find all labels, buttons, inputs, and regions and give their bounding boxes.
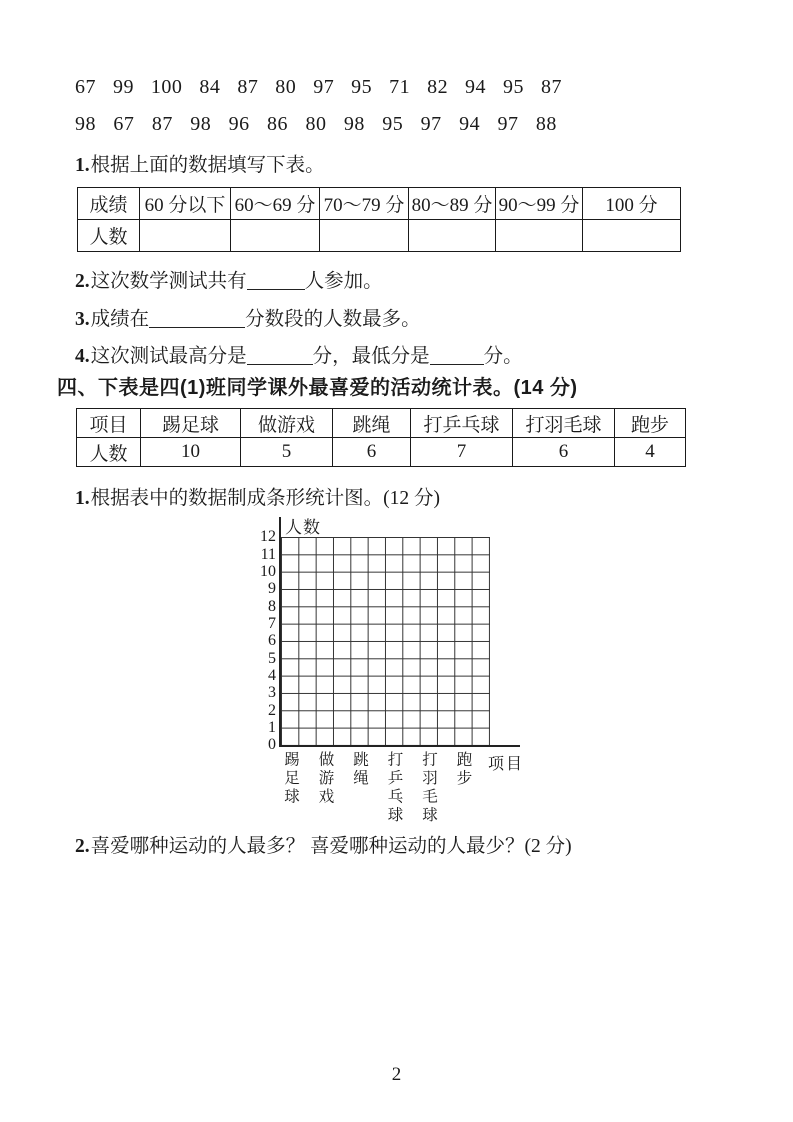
x-axis-line <box>279 745 520 747</box>
score-value: 95 <box>502 76 524 98</box>
question-number: 1. <box>75 155 90 176</box>
y-tick: 5 <box>268 649 276 667</box>
score-data-row-1 <box>75 76 562 99</box>
value-cell: 7 <box>411 438 513 467</box>
table-row <box>77 438 686 467</box>
table-row <box>78 220 681 252</box>
score-value: 95 <box>351 76 373 98</box>
x-axis-label: 项目 <box>488 756 525 773</box>
table-row <box>77 409 686 438</box>
question-text: 成绩在 <box>90 309 150 330</box>
category-label: 打羽毛球 <box>420 751 437 825</box>
row-header-cell: 项目 <box>77 409 141 438</box>
column-header-cell: 跳绳 <box>333 409 411 438</box>
page-number: 2 <box>391 1064 402 1085</box>
column-header-cell: 90～99 分 <box>496 188 583 220</box>
question-text: 人参加。 <box>304 271 383 292</box>
score-value: 100 <box>150 76 183 98</box>
column-header-cell: 80～89 分 <box>409 188 496 220</box>
table-row <box>78 188 681 220</box>
question-text: 这次测试最高分是 <box>90 346 247 367</box>
empty-answer-cell <box>320 220 409 252</box>
question-number: 3. <box>75 309 90 330</box>
question-text: 这次数学测试共有 <box>90 271 247 292</box>
activity-table <box>76 408 686 467</box>
column-header-cell: 70～79 分 <box>320 188 409 220</box>
y-tick: 9 <box>268 580 276 598</box>
value-cell: 4 <box>615 438 686 467</box>
y-tick: 3 <box>268 684 276 702</box>
y-tick: 10 <box>260 563 276 581</box>
y-axis-label: 人数 <box>285 518 321 537</box>
question-most-least-popular <box>75 830 572 858</box>
row-header-cell: 成绩 <box>78 188 140 220</box>
y-tick: 8 <box>268 597 276 615</box>
category-label: 踢足球 <box>282 751 299 807</box>
bar-chart-canvas <box>248 508 588 826</box>
score-value: 67 <box>75 76 96 98</box>
y-tick: 6 <box>268 632 276 650</box>
question-text: 根据表中的数据制成条形统计图。(12 分) <box>90 488 440 509</box>
y-tick: 2 <box>268 701 276 719</box>
score-value: 88 <box>535 113 557 135</box>
score-value: 67 <box>113 113 135 135</box>
score-value: 94 <box>459 113 481 135</box>
score-value: 82 <box>427 76 449 98</box>
score-value: 95 <box>382 113 404 135</box>
section-four-title: 四、下表是四(1)班同学课外最喜爱的活动统计表。(14 分) <box>57 377 578 399</box>
score-data-row-2 <box>75 113 557 136</box>
y-tick: 12 <box>260 528 276 546</box>
value-cell: 5 <box>241 438 333 467</box>
column-header-cell: 打乒乓球 <box>411 409 513 438</box>
empty-answer-cell <box>231 220 320 252</box>
y-tick: 4 <box>268 667 276 685</box>
y-tick: 0 <box>268 736 276 754</box>
column-header-cell: 60 分以下 <box>140 188 231 220</box>
category-label: 做游戏 <box>316 751 334 807</box>
answer-blank <box>247 273 305 290</box>
chart-grid <box>281 537 490 746</box>
score-value: 84 <box>199 76 221 98</box>
score-value: 71 <box>389 76 411 98</box>
question-text: 分。 <box>483 346 523 367</box>
y-tick: 7 <box>268 615 276 633</box>
category-label: 跳绳 <box>351 751 368 788</box>
question-text: 分，最低分是 <box>312 346 430 367</box>
score-value: 96 <box>228 113 250 135</box>
score-value: 94 <box>465 76 487 98</box>
score-value: 97 <box>420 113 442 135</box>
score-value: 87 <box>151 113 173 135</box>
empty-answer-cell <box>583 220 681 252</box>
value-cell: 10 <box>141 438 241 467</box>
y-tick: 11 <box>260 545 276 563</box>
score-value: 98 <box>343 113 365 135</box>
score-value: 80 <box>275 76 297 98</box>
score-value: 97 <box>313 76 335 98</box>
question-text: 分数段的人数最多。 <box>245 309 421 330</box>
question-number: 2. <box>75 271 90 292</box>
score-value: 99 <box>112 76 134 98</box>
column-header-cell: 做游戏 <box>241 409 333 438</box>
answer-blank <box>247 348 313 365</box>
question-text: 根据上面的数据填写下表。 <box>90 155 325 176</box>
empty-answer-cell <box>409 220 496 252</box>
y-tick: 1 <box>268 719 276 736</box>
question-total-participants <box>75 265 383 293</box>
score-value: 86 <box>267 113 289 135</box>
question-draw-bar-chart <box>75 482 440 510</box>
category-labels <box>248 751 588 831</box>
score-value: 87 <box>237 76 259 98</box>
score-range-table <box>77 187 681 252</box>
score-value: 80 <box>305 113 327 135</box>
question-fill-table <box>75 149 325 177</box>
row-header-cell: 人数 <box>77 438 141 467</box>
answer-blank <box>430 348 484 365</box>
value-cell: 6 <box>513 438 615 467</box>
column-header-cell: 100 分 <box>583 188 681 220</box>
score-value: 97 <box>497 113 519 135</box>
value-cell: 6 <box>333 438 411 467</box>
question-max-min-score <box>75 340 523 368</box>
empty-answer-cell <box>140 220 231 252</box>
score-value: 87 <box>540 76 562 98</box>
column-header-cell: 踢足球 <box>141 409 241 438</box>
y-tick-labels <box>248 528 276 753</box>
question-most-common-range <box>75 303 421 331</box>
column-header-cell: 60～69 分 <box>231 188 320 220</box>
row-header-cell: 人数 <box>78 220 140 252</box>
column-header-cell: 跑步 <box>615 409 686 438</box>
question-text: 喜爱哪种运动的人最多？ 喜爱哪种运动的人最少？(2 分) <box>90 836 572 857</box>
question-number: 2. <box>75 836 90 857</box>
category-label: 打乒乓球 <box>385 751 403 825</box>
question-number: 1. <box>75 488 90 509</box>
question-number: 4. <box>75 346 90 367</box>
category-label: 跑步 <box>454 751 472 788</box>
column-header-cell: 打羽毛球 <box>513 409 615 438</box>
empty-answer-cell <box>496 220 583 252</box>
score-value: 98 <box>75 113 96 135</box>
score-value: 98 <box>190 113 212 135</box>
answer-blank <box>149 311 245 328</box>
